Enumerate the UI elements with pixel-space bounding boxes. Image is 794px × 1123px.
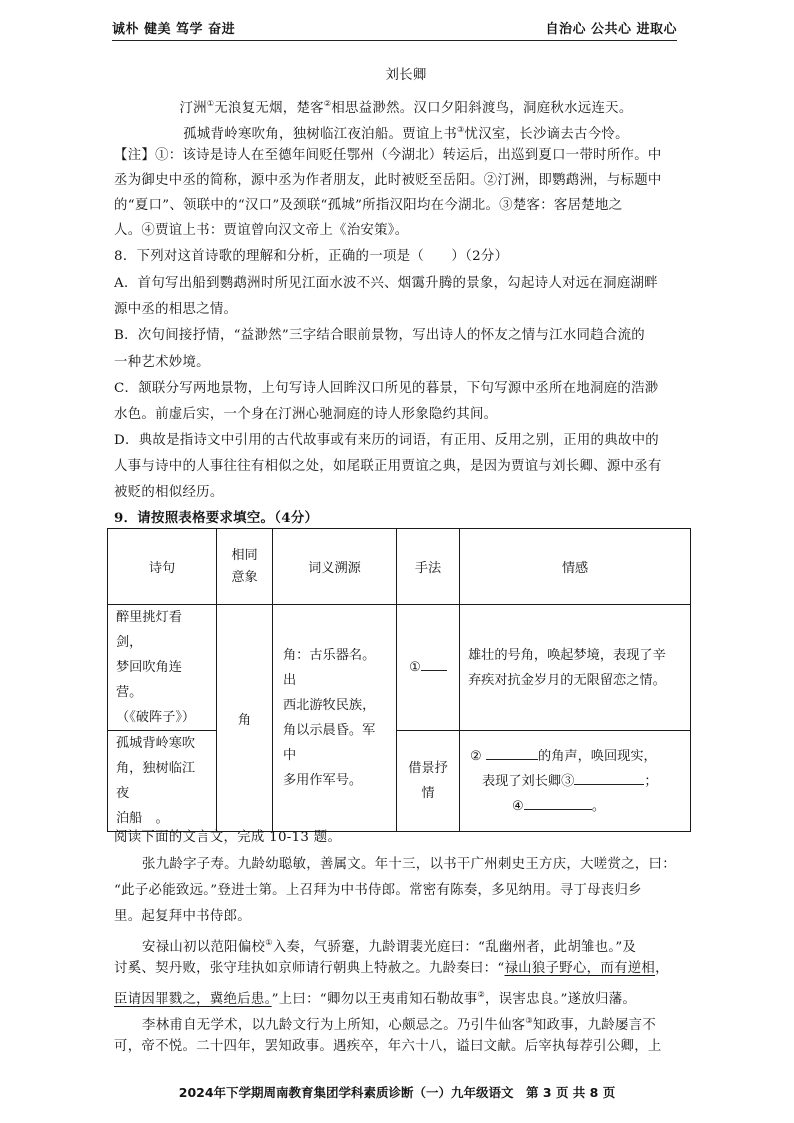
q8-option-b-cont: 一种艺术妙境。 — [114, 355, 210, 370]
school-spirit: 自治心 公共心 进取心 — [545, 22, 677, 37]
emotion-1: 雄壮的号角，唤起梦境，表现了辛 弃疾对抗金岁月的无限留恋之情。 — [460, 605, 691, 731]
poem-line-1: 汀洲①无浪复无烟，楚客②相思益渺然。汉口夕阳斜渡鸟，洞庭秋水远连天。 — [179, 99, 633, 116]
question-9-stem: 9．请按照表格要求填空。（4分） — [114, 510, 319, 526]
note-line: 【注】①：该诗是诗人在至德年间贬任鄂州（今湖北）转运后，出巡到夏口一带时所作。中 — [114, 148, 662, 163]
table-row — [108, 605, 691, 731]
blank-4[interactable] — [524, 809, 592, 810]
question-9-table — [107, 528, 691, 832]
classical-line: 里。起复拜中书侍郎。 — [114, 909, 251, 924]
method-blank-1[interactable]: ① — [397, 605, 460, 731]
poem-line-2: 孤城背岭寒吹角，独树临江夜泊船。贾谊上书③忧汉室，长沙谪去古今怜。 — [183, 125, 629, 142]
question-8-stem: 8．下列对这首诗歌的理解和分析，正确的一项是（ ）（2分） — [114, 249, 509, 264]
header-emotion: 情感 — [460, 529, 691, 605]
page-header — [112, 18, 677, 41]
q8-option-c: C．颔联分写两地景物，上句写诗人回眸汉口所见的暮景，下句写源中丞所在地洞庭的浩渺 — [114, 381, 659, 396]
q8-option-d: D．典故是指诗文中引用的古代故事或有来历的词语，有正用、反用之别，正用的典故中的 — [114, 433, 659, 448]
table-row — [108, 731, 691, 832]
q8-option-c-cont: 水色。前虚后实，一个身在汀洲心驰洞庭的诗人形象隐约其间。 — [114, 407, 498, 422]
blank-3[interactable] — [574, 784, 644, 785]
classical-line: 李林甫自无学术，以九龄文行为上所知，心颇忌之。乃引牛仙客③知政事，九龄屡言不 — [142, 1016, 657, 1033]
header-image: 相同 意象 — [217, 529, 273, 605]
classical-line: 安禄山初以范阳偏校①入奏，气骄蹇，九龄谓裴光庭曰：“乱幽州者，此胡雏也。”及 — [142, 938, 637, 955]
note-line: 的“夏口”、领联中的“汉口”及颈联“孤城”所指汉阳均在今湖北。③楚客：客居楚地之 — [114, 198, 623, 213]
header-method: 手法 — [397, 529, 460, 605]
note-line: 人。④贾谊上书：贾谊曾向汉文帝上《治安策》。 — [114, 223, 409, 238]
classical-line: 讨奚、契丹败，张守珪执如京师请行朝典上特赦之。九龄奏曰：“禄山狼子野心，而有逆相， — [114, 961, 669, 976]
poem-title: 刘长卿 — [385, 68, 427, 83]
method-2: 借景抒 情 — [397, 731, 460, 832]
classical-intro: 阅读下面的文言文，完成 10-13 题。 — [114, 830, 342, 845]
table-header-row — [108, 529, 691, 605]
header-origin: 词义溯源 — [273, 529, 397, 605]
shared-image-cell: 角 — [217, 605, 273, 832]
note-line: 丞为御史中丞的简称，源中丞为作者朋友，此时被贬至岳阳。②汀洲，即鹦鹉洲，与标题中 — [114, 173, 662, 188]
school-motto: 诚朴 健美 笃学 奋进 — [112, 22, 236, 37]
q8-option-d-cont: 人事与诗中的人事往往有相似之处，如尾联正用贾谊之典，是因为贾谊与刘长卿、源中丞有 — [114, 459, 662, 474]
q8-option-d-cont: 被贬的相似经历。 — [114, 485, 224, 500]
classical-line: 臣请因罪戮之，冀绝后患。”上曰：“卿勿以王夷甫知石勒故事②，误害忠良。”遂放归藩。 — [114, 990, 637, 1007]
classical-line: “此子必能致远。”登进士第。上召拜为中书侍郎。常密有陈奏，多见纳用。寻丁母丧归乡 — [114, 883, 642, 898]
emotion-2: ② 的角声，唤回现实， 表现了刘长卿③ ； ④ 。 — [460, 731, 691, 832]
row2-poem: 孤城背岭寒吹 角，独树临江夜 泊船 。 — [108, 731, 217, 832]
classical-line: 张九龄字子寿。九龄幼聪敏，善属文。年十三，以书干广州刺史王方庆，大嗟赏之，曰： — [142, 857, 676, 872]
q8-option-b: B．次句间接抒情，“益渺然”三字结合眼前景物，写出诗人的怀友之情与江水同趋合流的 — [114, 328, 645, 343]
origin-cell: 角：古乐器名。出 西北游牧民族， 角以示晨昏。军中 多用作军号。 — [273, 605, 397, 832]
q8-option-a: A．首句写出船到鹦鹉洲时所见江面水波不兴、烟霭升腾的景象，勾起诗人对远在洞庭湖畔 — [114, 276, 658, 291]
classical-line: 可，帝不悦。二十四年，罢知政事。遇疾卒，年六十八，谥曰文献。后宰执每荐引公卿，上 — [114, 1039, 662, 1054]
row1-poem: 醉里挑灯看剑， 梦回吹角连营。 （《破阵子》） — [108, 605, 217, 731]
blank-2[interactable] — [486, 759, 538, 760]
page-footer: 2024年下学期周南教育集团学科素质诊断（一）九年级语文 第 3 页 共 8 页 — [178, 1085, 616, 1100]
header-poem: 诗句 — [108, 529, 217, 605]
q8-option-a-cont: 源中丞的相思之情。 — [114, 302, 238, 317]
